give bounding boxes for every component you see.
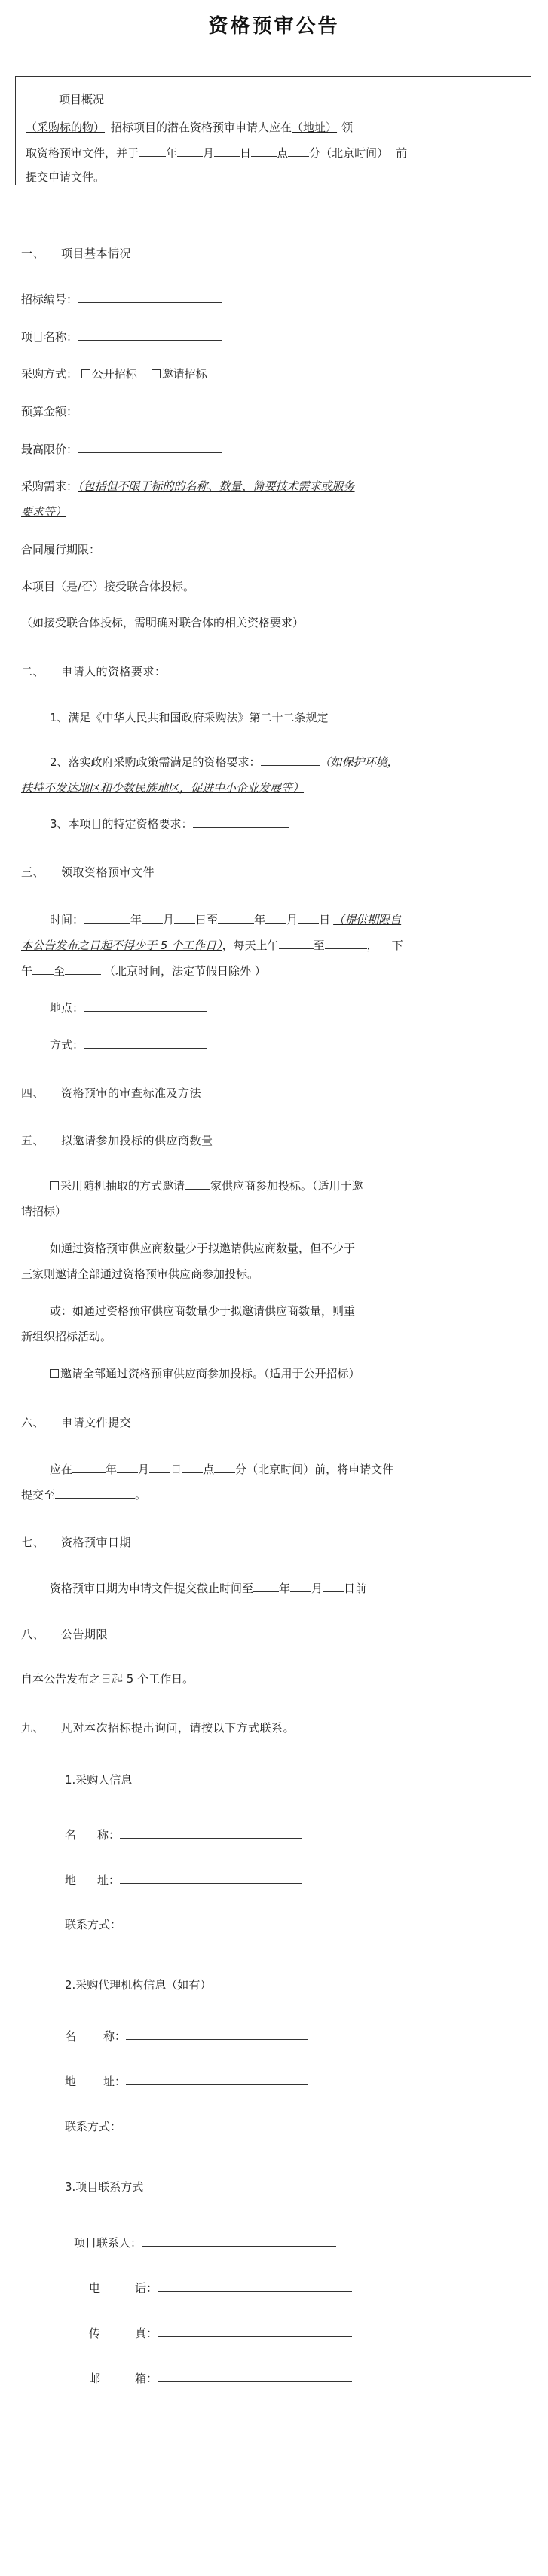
section-5-heading: 五、 拟邀请参加投标的供应商数量 (21, 1134, 213, 1147)
overview-line-1: （采购标的物） 招标项目的潜在资格预审申请人应在（地址） 领 (26, 121, 354, 134)
announcement-period-text: 自本公告发布之日起 5 个工作日。 (21, 1672, 194, 1686)
collection-time-line-3: 午 至 （北京时间，法定节假日除外 ） (21, 964, 266, 978)
fewer-suppliers-line-2: 三家则邀请全部通过资格预审供应商参加投标。 (21, 1267, 259, 1281)
collection-time-line-2: 本公告发布之日起不得少于 5 个工作日），每天上午 至 ， 下 (21, 939, 403, 952)
agency-info-title: 2.采购代理机构信息（如有） (65, 1978, 212, 1992)
invited-tender-checkbox[interactable] (152, 369, 161, 378)
invite-all-line: 邀请全部通过资格预审供应商参加投标。（适用于公开招标） (50, 1365, 360, 1381)
requirement-2-line-2: 扶持不发达地区和少数民族地区，促进中小企业发展等） (21, 781, 305, 795)
random-draw-line-2: 请招标） (21, 1205, 67, 1218)
section-6-heading: 六、 申请文件提交 (21, 1416, 132, 1429)
project-contact-person-field: 项目联系人： (74, 2234, 336, 2250)
section-8-heading: 八、 公告期限 (21, 1628, 109, 1641)
tender-number-field: 招标编号： (21, 291, 222, 307)
purchaser-info-title: 1.采购人信息 (65, 1773, 133, 1787)
section-2-heading: 二、 申请人的资格要求： (21, 665, 167, 678)
purchaser-address-field: 地 址： (65, 1872, 302, 1888)
project-fax-field: 传 真： (89, 2325, 352, 2341)
prequal-date-line: 资格预审日期为申请文件提交截止时间至 年 月 日前 (50, 1582, 367, 1595)
section-3-heading: 三、 领取资格预审文件 (21, 865, 155, 879)
procurement-needs-line-1: 采购需求：（包括但不限于标的的名称、数量、简要技术需求或服务 (21, 479, 355, 493)
section-7-heading: 七、 资格预审日期 (21, 1536, 132, 1549)
collection-method-field: 方式： (50, 1037, 207, 1052)
consortium-text: 本项目（是/否）接受联合体投标。 (21, 580, 195, 593)
consortium-note: （如接受联合体投标，需明确对联合体的相关资格要求） (21, 616, 305, 629)
agency-name-field: 名 称： (65, 2028, 308, 2044)
reorganize-line-1: 或：如通过资格预审供应商数量少于拟邀请供应商数量，则重 (50, 1304, 356, 1318)
page-title: 资格预审公告 (208, 15, 340, 38)
random-draw-line-1: 采用随机抽取的方式邀请 家供应商参加投标。（适用于邀 (50, 1178, 363, 1193)
agency-contact-field: 联系方式： (65, 2118, 304, 2134)
max-price-field: 最高限价： (21, 441, 222, 457)
address-placeholder: （地址） (292, 121, 338, 134)
invite-all-checkbox[interactable] (50, 1369, 59, 1378)
subject-placeholder: （采购标的物） (26, 121, 106, 134)
contract-period-field: 合同履行期限： (21, 541, 289, 557)
overview-line-2: 取资格预审文件，并于 年 月 日 点 分（北京时间） 前 (26, 146, 408, 160)
purchaser-contact-field: 联系方式： (65, 1916, 304, 1932)
overview-heading: 项目概况 (59, 93, 105, 106)
purchaser-name-field: 名 称： (65, 1827, 302, 1842)
random-draw-checkbox[interactable] (50, 1181, 59, 1190)
requirement-1: 1、满足《中华人民共和国政府采购法》第二十二条规定 (50, 711, 329, 724)
procurement-needs-line-2: 要求等） (21, 505, 67, 519)
section-4-heading: 四、 资格预审的审查标准及方法 (21, 1086, 202, 1100)
collection-time-line-1: 时间： 年 月 日至 年 月 日 （提供期限自 (50, 913, 402, 927)
collection-place-field: 地点： (50, 1000, 207, 1015)
overview-line-3: 提交申请文件。 (26, 170, 106, 184)
submission-line-2: 提交至 。 (21, 1488, 147, 1502)
fewer-suppliers-line-1: 如通过资格预审供应商数量少于拟邀请供应商数量，但不少于 (50, 1242, 356, 1255)
requirement-2-line-1: 2、落实政府采购政策需满足的资格要求： （如保护环境， (50, 755, 399, 769)
open-tender-checkbox[interactable] (81, 369, 90, 378)
procurement-method: 采购方式： 公开招标 邀请招标 (21, 367, 207, 381)
project-name-field: 项目名称： (21, 329, 222, 345)
project-telephone-field: 电 话： (89, 2280, 352, 2296)
project-email-field: 邮 箱： (89, 2370, 352, 2386)
section-9-heading: 九、 凡对本次招标提出询问，请按以下方式联系。 (21, 1721, 295, 1735)
requirement-3: 3、本项目的特定资格要求： (50, 816, 289, 832)
project-contact-title: 3.项目联系方式 (65, 2180, 144, 2194)
agency-address-field: 地 址： (65, 2073, 308, 2089)
reorganize-line-2: 新组织招标活动。 (21, 1330, 112, 1343)
section-1-heading: 一、 项目基本情况 (21, 247, 132, 260)
submission-line-1: 应在 年 月 日 点 分（北京时间）前，将申请文件 (50, 1463, 394, 1476)
budget-field: 预算金额： (21, 403, 222, 419)
